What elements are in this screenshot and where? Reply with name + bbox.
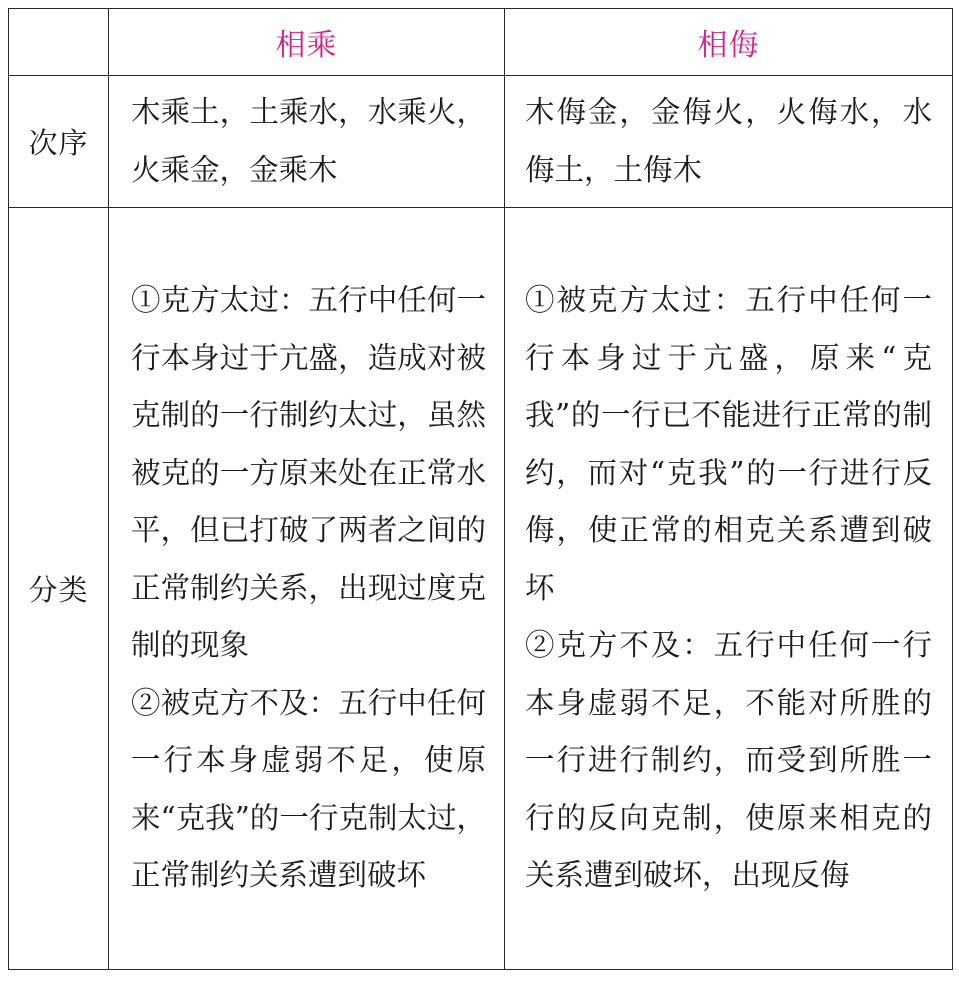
xiangcheng-type-1: ①克方太过：五行中任何一行本身过于亢盛，造成对被克制的一行制约太过，虽然被克的一方原来处在正常水平，但已打破了两者之间的正常制约关系，出现过度克制的现象 xyxy=(131,283,486,663)
row-label-order: 次序 xyxy=(9,76,109,208)
types-xiangcheng-cell xyxy=(109,208,505,970)
order-xiangcheng-cell xyxy=(109,76,505,208)
header-xiangcheng: 相乘 xyxy=(109,9,505,76)
wuxing-comparison-table xyxy=(8,8,953,970)
order-xiangwu-cell xyxy=(505,76,953,208)
xiangcheng-type-2: ②被克方不及：五行中任何一行本身虚弱不足，使原来“克我”的一行克制太过，正常制约关系遭到破坏 xyxy=(131,685,486,893)
order-xiangcheng-text: 木乘土，土乘水，水乘火，火乘金，金乘木 xyxy=(131,95,486,187)
corner-cell xyxy=(9,9,109,76)
types-xiangwu-cell xyxy=(505,208,953,970)
header-row xyxy=(9,9,953,76)
xiangwu-type-1: ①被克方太过：五行中任何一行本身过于亢盛，原来“克我”的一行已不能进行正常的制约，而对“克我”的一行进行反侮，使正常的相克关系遭到破坏 xyxy=(525,283,932,605)
row-label-types: 分类 xyxy=(9,208,109,970)
order-row xyxy=(9,76,953,208)
header-xiangwu: 相侮 xyxy=(505,9,953,76)
xiangwu-type-2: ②克方不及：五行中任何一行本身虚弱不足，不能对所胜的一行进行制约，而受到所胜一行的反向克制，使原来相克的关系遭到破坏，出现反侮 xyxy=(525,628,932,893)
types-row xyxy=(9,208,953,970)
order-xiangwu-text: 木侮金，金侮火，火侮水，水侮土，土侮木 xyxy=(525,95,932,187)
